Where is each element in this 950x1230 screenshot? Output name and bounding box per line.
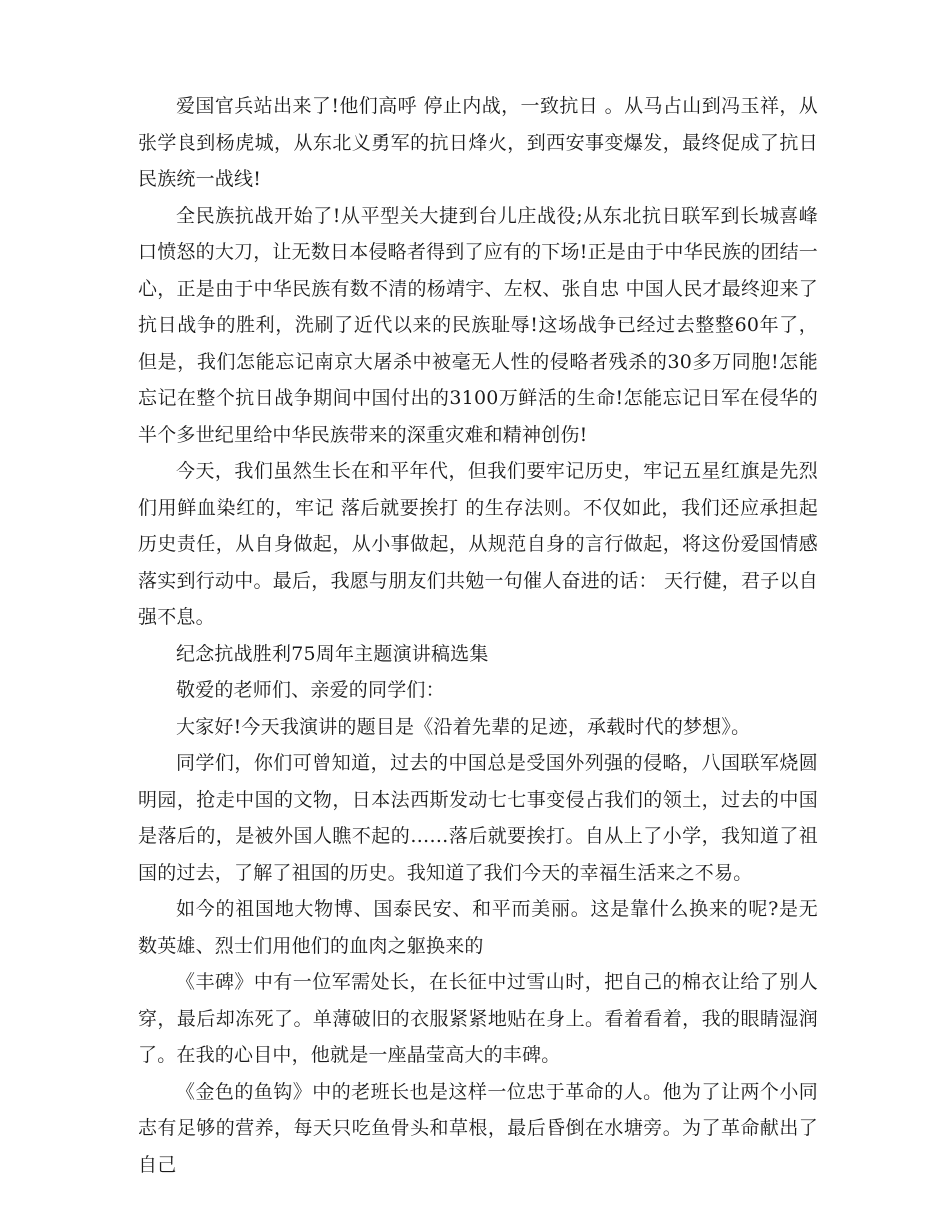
paragraph-patriotic-officers: 爱国官兵站出来了!他们高呼 停止内战，一致抗日 。从马占山到冯玉祥，从张学良到杨虎城，从东北义勇军的抗日烽火，到西安事变爆发，最终促成了抗日民族统一战线! [138, 95, 818, 190]
section-title: 纪念抗战胜利75周年主题演讲稿选集 [176, 642, 489, 665]
paragraph-past-china: 同学们，你们可曾知道，过去的中国总是受国外列强的侵略，八国联军烧圆明园，抢走中国的文物，日本法西斯发动七七事变侵占我们的领土，过去的中国是落后的，是被外国人瞧不起的……落后就要挨打。自从上了小学，我知道了祖国的过去，了解了祖国的历史。我知道了我们今天的幸福生活来之不易。 [138, 752, 818, 884]
paragraph-today-remember-history: 今天，我们虽然生长在和平年代，但我们要牢记历史，牢记五星红旗是先烈们用鲜血染红的，牢记 落后就要挨打 的生存法则。不仅如此，我们还应承担起历史责任，从自身做起，从小事做起，从规范自身的言行做起，将这份爱国情感落实到行动中。最后，我愿与朋友们共勉一句催人奋进的话： 天行健，君子以自强不息。 [138, 460, 818, 628]
paragraph-national-resistance: 全民族抗战开始了!从平型关大捷到台儿庄战役;从东北抗日联军到长城喜峰口愤怒的大刀，让无数日本侵略者得到了应有的下场!正是由于中华民族的团结一心，正是由于中华民族有数不清的杨靖宇、左权、张自忠 中国人民才最终迎来了抗日战争的胜利，洗刷了近代以来的民族耻辱!这场战争已经过去整整60年了，但是，我们怎能忘记南京大屠杀中被毫无人性的侵略者残杀的30多万同胞!怎能忘记在整个抗日战争期间中国付出的3100万鲜活的生命!怎能忘记日军在侵华的半个多世纪里给中华民族带来的深重灾难和精神创伤! [138, 204, 818, 446]
paragraph-todays-motherland: 如今的祖国地大物博、国泰民安、和平而美丽。这是靠什么换来的呢?是无数英雄、烈士们用他们的血肉之躯换来的 [138, 898, 818, 957]
salutation: 敬爱的老师们、亲爱的同学们： [176, 679, 445, 701]
paragraph-monument-story: 《丰碑》中有一位军需处长，在长征中过雪山时，把自己的棉衣让给了别人穿，最后却冻死了。单薄破旧的衣服紧紧地贴在身上。看着看着，我的眼睛湿润了。在我的心目中，他就是一座晶莹高大的丰碑。 [138, 971, 818, 1066]
paragraph-speech-topic: 大家好!今天我演讲的题目是《沿着先辈的足迹，承载时代的梦想》。 [176, 715, 751, 738]
paragraph-golden-fishhook: 《金色的鱼钩》中的老班长也是这样一位忠于革命的人。他为了让两个小同志有足够的营养，每天只吃鱼骨头和草根，最后昏倒在水塘旁。为了革命献出了自己 [138, 1080, 818, 1176]
document-page [138, 88, 818, 1183]
